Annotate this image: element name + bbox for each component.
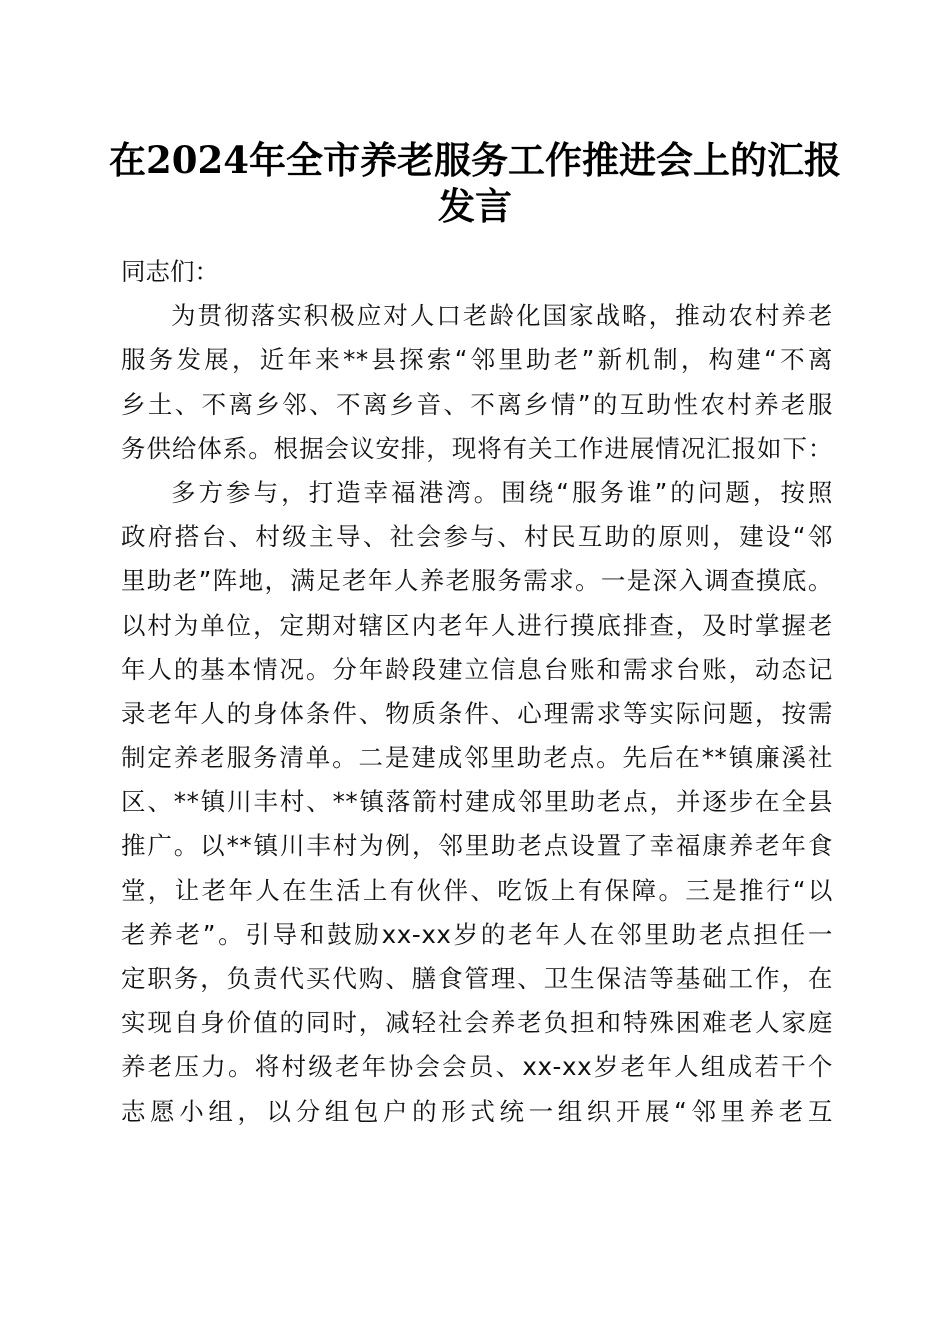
text-line: 养老压力。将村级老年协会会员、xx-xx岁老年人组成若干个 [121,1052,833,1082]
text-line: 区、**镇川丰村、**镇落箭村建成邻里助老点，并逐步在全县 [121,787,833,817]
text-line: 务供给体系。根据会议安排，现将有关工作进展情况汇报如下： [121,433,833,463]
text-line: 志愿小组，以分组包户的形式统一组织开展“邻里养老互 [121,1096,833,1126]
text-line: 政府搭台、村级主导、社会参与、村民互助的原则，建设“邻 [121,522,833,552]
text-line: 堂，让老年人在生活上有伙伴、吃饭上有保障。三是推行“以 [121,875,833,905]
paragraph-intro [121,294,833,471]
salutation: 同志们： [121,257,219,286]
document-title-line-2: 发言 [438,184,512,228]
text-line: 以村为单位，定期对辖区内老年人进行摸底排查，及时掌握老 [121,610,833,640]
text-line: 推广。以**镇川丰村为例，邻里助老点设置了幸福康养老年食 [121,831,833,861]
text-line: 为贯彻落实积极应对人口老龄化国家战略，推动农村养老 [171,301,833,331]
text-line: 里助老”阵地，满足老年人养老服务需求。一是深入调查摸底。 [121,566,833,596]
text-line: 实现自身价值的同时，减轻社会养老负担和特殊困难老人家庭 [121,1008,833,1038]
text-line: 老养老”。引导和鼓励xx-xx岁的老年人在邻里助老点担任一 [121,919,833,949]
document-body [121,250,833,1134]
text-line: 录老年人的身体条件、物质条件、心理需求等实际问题，按需 [121,698,833,728]
text-line: 制定养老服务清单。二是建成邻里助老点。先后在**镇廉溪社 [121,743,833,773]
document-title-line-1: 在2024年全市养老服务工作推进会上的汇报 [109,138,841,182]
text-line: 定职务，负责代买代购、膳食管理、卫生保洁等基础工作，在 [121,964,833,993]
paragraph-multi-party-participation [121,471,833,1134]
text-line: 年人的基本情况。分年龄段建立信息台账和需求台账，动态记 [121,654,833,684]
text-line: 多方参与，打造幸福港湾。围绕“服务谁”的问题，按照 [171,477,833,507]
text-line: 服务发展，近年来**县探索“邻里助老”新机制，构建“不离 [121,345,833,375]
text-line: 乡土、不离乡邻、不离乡音、不离乡情”的互助性农村养老服 [121,389,833,419]
